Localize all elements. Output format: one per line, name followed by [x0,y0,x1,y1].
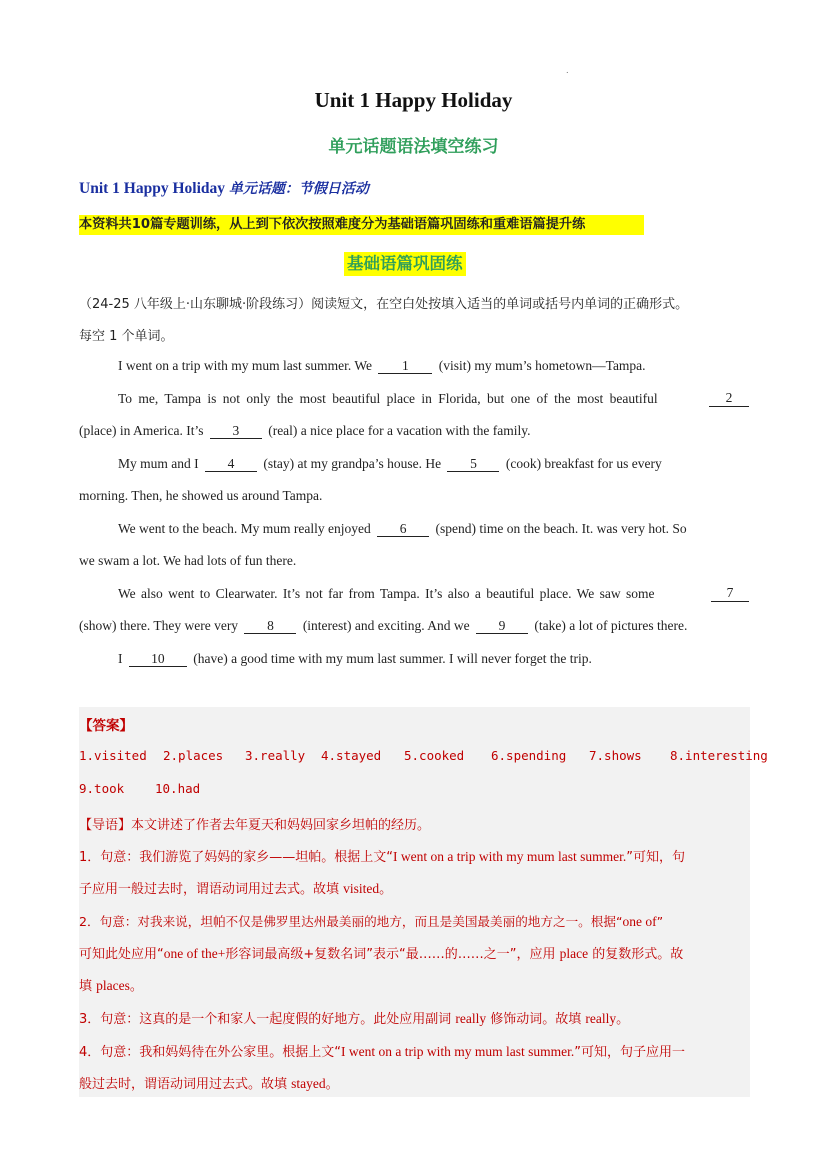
explanation-quote: I went on a trip with my mum last summer. [341,1044,575,1059]
blank-4: 4 [205,457,257,472]
explanation-quote: I went on a trip with my mum last summer. [393,849,627,864]
explanation-text: 填 [79,979,97,994]
explanation-text: ”可知，句 [626,850,685,865]
explanation-answer: stayed [291,1076,326,1091]
passage-line-5: morning. Then, he showed us around Tampa. [79,488,323,503]
blank-2: 2 [709,391,749,407]
answer-item: 9.took [79,781,125,796]
explanation-text: 。 [129,979,143,994]
intro-line-2: 每空 1 个单词。 [79,329,174,344]
explanation-text: 修饰动词。故填 [486,1012,586,1027]
explanation-text: 2．句意：对我来说，坦帕不仅是佛罗里达州最美丽的地方，而且是美国最美丽的地方之一。根据“ [79,914,623,929]
explanation-text: 般过去时，谓语动词用过去式。故填 [79,1077,292,1092]
passage-text: We also went to Clearwater. It’s not far from Tampa. It’s also a beautiful place. We saw some [118,586,655,601]
answer-item: 4.stayed [321,748,382,763]
passage-text: (take) a lot of pictures there. [534,618,688,633]
explanation-2-line-2 [79,943,750,962]
passage-text: (place) in America. It’s [79,423,204,438]
blank-8: 8 [244,619,296,634]
passage-text: My mum and I [118,456,199,471]
blank-6: 6 [377,522,429,537]
section-heading: 基础语篇巩固练 [344,252,466,276]
explanation-2-line-1 [79,911,750,930]
blank-5: 5 [447,457,499,472]
passage-text: (spend) time on the beach. It. was very hot. So [435,521,687,536]
passage-line-3 [79,423,749,439]
answer-list-row-2 [79,781,750,799]
passage-line-4 [118,456,749,472]
passage-text: (visit) my mum’s hometown—Tampa. [438,358,646,373]
answer-heading: 【答案】 [79,718,133,734]
explanation-text: 3．句意：这真的是一个和家人一起度假的好地方。此处应用副词 [79,1012,456,1027]
explanation-1-line-2 [79,878,750,897]
explanation-text: ” [656,914,664,929]
explanation-2-line-3 [79,975,750,994]
explanation-quote: one of [622,914,657,929]
explanation-text: 。 [325,1077,339,1092]
passage-line-8 [118,586,749,602]
blank-10: 10 [129,652,187,667]
explanation-text: 形容词最高级+复数名词”表示“最……的……之一”，应用 [225,947,560,962]
passage-text: We went to the beach. My mum really enjoyed [118,521,371,536]
passage-line-9 [79,618,749,634]
page-title: Unit 1 Happy Holiday [314,88,513,112]
passage-text: (stay) at my grandpa’s house. He [263,456,442,471]
explanation-text: 的复数形式。故 [588,947,684,962]
explanation-text: 。 [379,882,393,897]
answer-item: 3.really [245,748,306,763]
answer-item: 1.visited [79,748,147,763]
blank-7: 7 [711,586,749,602]
answer-item: 10.had [155,781,201,796]
notice-highlight: 本资料共10篇专题训练，从上到下依次按照难度分为基础语篇巩固练和重难语篇提升练 [79,215,644,235]
passage-text: (cook) breakfast for us every [505,456,662,471]
explanation-4-line-2 [79,1073,750,1092]
explanation-text: 4．句意：我和妈妈待在外公家里。根据上文“ [79,1045,342,1060]
passage-text: I [118,651,123,666]
passage-text: (interest) and exciting. And we [302,618,470,633]
explanation-1-line-1 [79,846,750,865]
explanation-answer: visited [343,881,380,896]
unit-topic-en: Unit 1 Happy Holiday [79,180,229,197]
page-subtitle: 单元话题语法填空练习 [328,137,499,157]
passage-text: (real) a nice place for a vacation with the family. [268,423,531,438]
explanation-text: 1．句意：我们游览了妈妈的家乡——坦帕。根据上文“ [79,850,394,865]
answer-item: 8.interesting [670,748,768,763]
blank-1: 1 [378,359,432,374]
explanation-quote: one of the+ [163,946,226,961]
answer-item: 6.spending [491,748,567,763]
answer-item: 7.shows [589,748,642,763]
passage-line-6 [118,521,749,537]
passage-text: I went on a trip with my mum last summer. We [118,358,373,373]
explanation-3 [79,1008,750,1027]
passage-line-1 [118,358,749,374]
passage-line-7: we swam a lot. We had lots of fun there. [79,553,297,568]
unit-topic [79,178,369,198]
intro-line-1: （24-25 八年级上·山东聊城·阶段练习）阅读短文，在空白处按填入适当的单词或括号内单词的正确形式。 [79,297,689,312]
answer-list-row-1 [79,748,768,766]
answer-item: 2.places [163,748,224,763]
answer-guide: 【导语】本文讲述了作者去年夏天和妈妈回家乡坦帕的经历。 [79,818,431,833]
explanation-quote: place [559,946,589,961]
passage-text: (have) a good time with my mum last summer. I will never forget the trip. [193,651,592,666]
passage-line-2 [118,391,749,407]
passage-text: To me, Tampa is not only the most beautiful place in Florida, but one of the most beautiful [118,391,658,406]
explanation-text: 。 [616,1012,630,1027]
explanation-text: 可知此处应用“ [79,947,164,962]
explanation-4-line-1 [79,1041,750,1060]
explanation-text: 子应用一般过去时，谓语动词用过去式。故填 [79,882,344,897]
passage-line-10 [118,651,749,667]
unit-topic-cn: 单元话题：节假日活动 [228,181,369,197]
explanation-text: ”可知，句子应用一 [574,1045,685,1060]
answer-item: 5.cooked [404,748,465,763]
explanation-answer: places [96,978,130,993]
blank-3: 3 [210,424,262,439]
header-mark: . [566,66,569,75]
passage-text: (show) there. They were very [79,618,239,633]
explanation-answer: really [585,1011,617,1026]
blank-9: 9 [476,619,528,634]
explanation-quote: really [455,1011,487,1026]
